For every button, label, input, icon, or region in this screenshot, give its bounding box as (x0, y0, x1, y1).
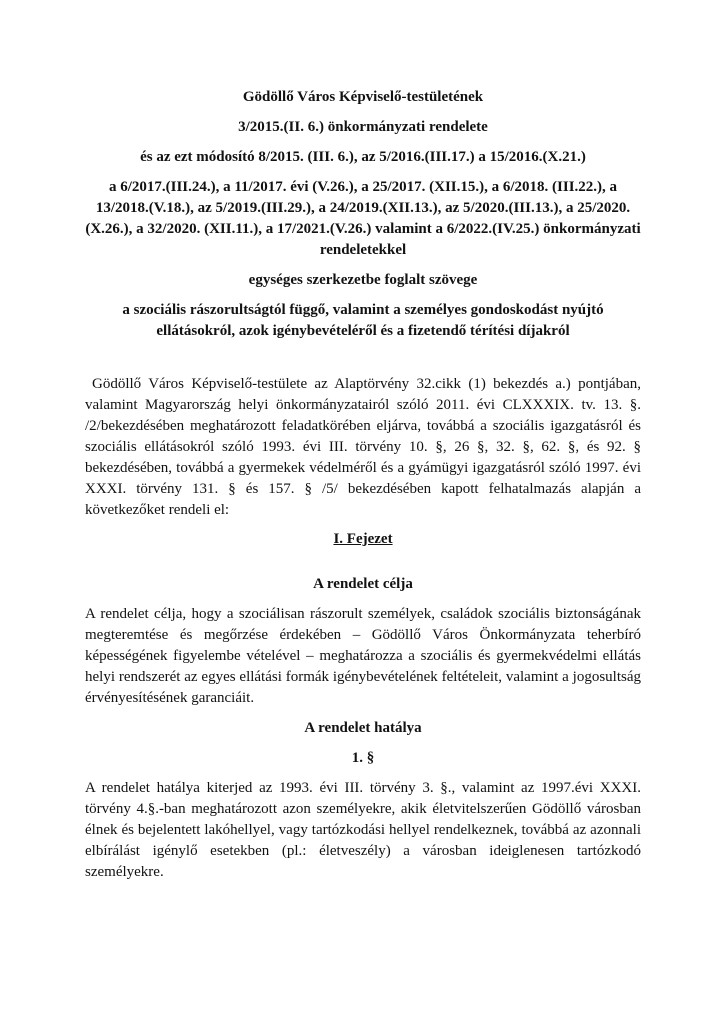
doc-amendments-line1: és az ezt módosító 8/2015. (III. 6.), az 5/2016.(III.17.) a 15/2016.(X.21.) (140, 149, 586, 165)
section-scope-heading: A rendelet hatálya (304, 720, 422, 736)
doc-amendments-block: a 6/2017.(III.24.), a 11/2017. évi (V.26.), a 25/2017. (XII.15.), a 6/2018. (III.22.), a 13/2018.(V.18.), az 5/2019.(III.29.), a 24/2019.(XII.13.), az 5/2020.(III.13.), a 25/2020. (X.26.), a 32/2020. (XII.11.), a 17/2021.(V.26.) valamint a 6/2022.(IV.25.) önkormányzati rendeletekkel (85, 179, 641, 258)
section-purpose-body: A rendelet célja, hogy a szociálisan rászorult személyek, családok szociális biztonságának megteremtése és megőrzése érdekében – Gödöllő Város Önkormányzata teherbíró képességének figyelembe vételével – meghatározza a szociális és gyermekvédelmi ellátás helyi rendszerét az egyes ellátási formák igénybevételének feltételeit, valamint a jogosultság érvényesítésének garanciáit. (85, 606, 641, 706)
doc-subject: a szociális rászorultságtól függő, valamint a személyes gondoskodást nyújtó ellátásokról, azok igénybevételéről és a fizetendő térítési díjakról (122, 302, 604, 339)
section-scope-body: A rendelet hatálya kiterjed az 1993. évi III. törvény 3. §., valamint az 1997.évi XXXI. törvény 4.§.-ban meghatározott azon személyekre, akik életvitelszerűen Gödöllő városban élnek és bejelentett lakóhellyel, vagy tartózkodási hellyel rendelkeznek, továbbá az azonnali elbírálást igénylő esetekben (pl.: életveszély) a városban ideiglenesen tartózkodó személyekre. (85, 780, 641, 880)
doc-title-line2: 3/2015.(II. 6.) önkormányzati rendelete (238, 119, 488, 135)
doc-consolidated-label: egységes szerkezetbe foglalt szövege (248, 272, 478, 288)
section-purpose-heading: A rendelet célja (313, 576, 413, 592)
document-content (85, 87, 641, 892)
section-scope-number: 1. § (351, 750, 375, 766)
doc-title-line1: Gödöllő Város Képviselő-testületének (242, 89, 484, 105)
doc-preamble: Gödöllő Város Képviselő-testülete az Alaptörvény 32.cikk (1) bekezdés a.) pontjában, valamint Magyarország helyi önkormányzatairól szóló 2011. évi CLXXXIX. tv. 13. §. /2/bekezdésében meghatározott feladatkörében eljárva, továbbá a szociális igazgatásról és szociális ellátásokról szóló 1993. évi III. törvény 10. §, 26 §, 32. §, 62. §, és 92. § bekezdésében, továbbá a gyermekek védelméről és a gyámügyi igazgatásról szóló 1997. évi XXXI. törvény 131. § és 157. § /5/ bekezdésében kapott felhatalmazás alapján a következőket rendeli el: (85, 376, 641, 518)
chapter-heading: I. Fejezet (333, 531, 393, 547)
